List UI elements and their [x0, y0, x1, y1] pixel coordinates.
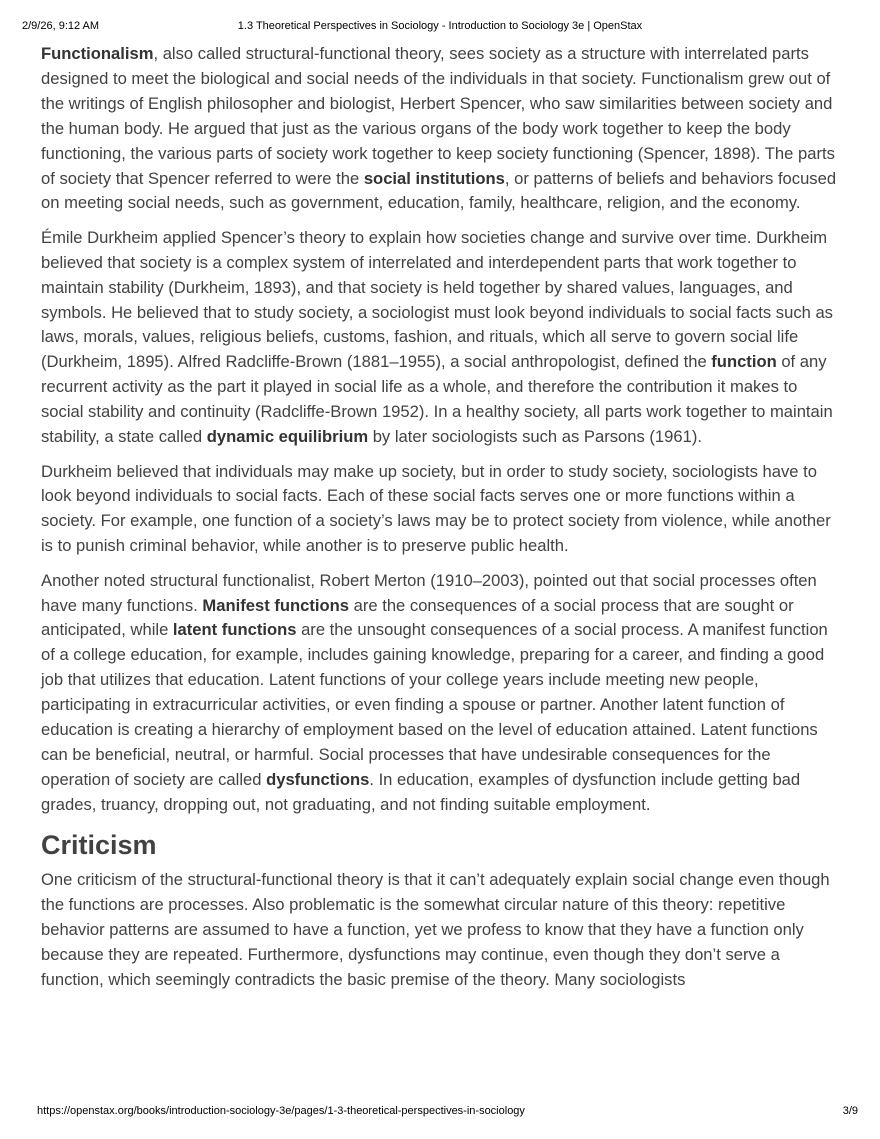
paragraph-functionalism: [41, 42, 844, 216]
paragraph-text: One criticism of the structural-functional theory is that it can’t adequately explain social change even though the functions are processes. Also problematic is the somewhat circular nature of this theory: repetitive behavior patterns are assumed to have a function, yet we profess to know that they have a function only because they are repeated. Furthermore, dysfunctions may continue, even though they don’t serve a function, which seemingly contradicts the basic premise of the theory. Many sociologists: [41, 870, 830, 989]
print-url: https://openstax.org/books/introduction-sociology-3e/pages/1-3-theoretical-perspectives-in-sociology: [37, 1105, 525, 1117]
paragraph-durkheim: [41, 226, 844, 450]
page-number: 3/9: [842, 1105, 858, 1117]
term-functionalism: Functionalism: [41, 44, 154, 63]
print-header: [22, 20, 858, 36]
article-content: [41, 42, 844, 1002]
paragraph-text: . In education, examples of dysfunction include getting bad grades, truancy, dropping out, not graduating, and not finding suitable employment.: [41, 769, 801, 814]
term-function: function: [711, 352, 777, 372]
print-date: 2/9/26, 9:12 AM: [22, 20, 100, 32]
paragraph-text: Another noted structural functionalist, Robert Merton (1910–2003), pointed out that social processes often have many functions.: [41, 570, 817, 615]
paragraph-text: by later sociologists such as Parsons (1961).: [368, 427, 702, 447]
paragraph-text: are the unsought consequences of a social process. A manifest function of a college education, for example, includes gaining knowledge, preparing for a career, and finding a good job that utilizes that education. Latent functions of your college years include meeting new people, participating in extracurricular activities, or even finding a spouse or partner. Another latent function of education is creating a hierarchy of employment based on the level of education attained. Latent functions can be beneficial, neutral, or harmful. Social processes that have undesirable consequences for the operation of society are called: [41, 620, 828, 789]
print-footer: [37, 1105, 858, 1121]
print-title: 1.3 Theoretical Perspectives in Sociology - Introduction to Sociology 3e | OpenStax: [237, 20, 643, 32]
term-manifest-functions: Manifest functions: [202, 595, 350, 615]
term-social-institutions: social institutions: [363, 168, 505, 188]
term-latent-functions: latent functions: [172, 620, 297, 640]
paragraph-text: are the consequences of a social process that are sought or anticipated, while: [41, 595, 794, 640]
paragraph-text: , or patterns of beliefs and behaviors focused on meeting social needs, such as government, education, family, healthcare, religion, and the economy.: [41, 168, 837, 213]
term-dysfunctions: dysfunctions: [266, 769, 370, 789]
paragraph-text: Émile Durkheim applied Spencer’s theory to explain how societies change and survive over time. Durkheim believed that society is a complex system of interrelated and interdependent parts that work together to maintain stability (Durkheim, 1893), and that society is held together by shared values, languages, and symbols. He believed that to study society, a sociologist must look beyond individuals to social facts such as laws, morals, values, religious beliefs, customs, fashion, and rituals, which all serve to govern social life (Durkheim, 1895). Alfred Radcliffe-Brown (1881–1955), a social anthropologist, defined the: [41, 227, 833, 372]
paragraph-merton: [41, 569, 844, 818]
paragraph-text: , also called structural-functional theory, sees society as a structure with interrelated parts designed to meet the biological and social needs of the individuals in that society. Functionalism grew out of the writings of English philosopher and biologist, Herbert Spencer, who saw similarities between society and the human body. He argued that just as the various organs of the body work together to keep the body functioning, the various parts of society work together to keep society functioning (Spencer, 1898). The parts of society that Spencer referred to were the: [41, 44, 835, 188]
paragraph-social-facts: [41, 460, 844, 560]
term-dynamic-equilibrium: dynamic equilibrium: [206, 427, 369, 447]
paragraph-criticism: [41, 868, 844, 993]
heading-criticism: Criticism: [41, 830, 157, 861]
paragraph-text: Durkheim believed that individuals may make up society, but in order to study society, sociologists have to look beyond individuals to social facts. Each of these social facts serves one or more functions within a society. For example, one function of a society’s laws may be to protect society from violence, while another is to punish criminal behavior, while another is to preserve public health.: [41, 461, 831, 556]
paragraph-text: of any recurrent activity as the part it played in social life as a whole, and therefore the contribution it makes to social stability and continuity (Radcliffe-Brown 1952). In a healthy society, all parts work together to maintain stability, a state called: [41, 352, 833, 447]
